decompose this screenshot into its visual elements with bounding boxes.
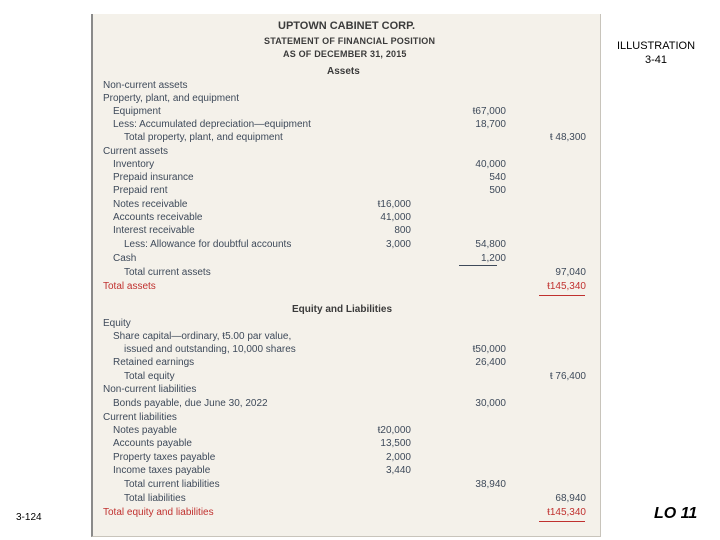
amount-col3: ŧ145,340: [547, 507, 586, 518]
amount-col3: ŧ 76,400: [549, 371, 586, 382]
row-label: Prepaid rent: [113, 185, 168, 196]
company-name: UPTOWN CABINET CORP.: [278, 20, 416, 32]
row-label: Property, plant, and equipment: [103, 93, 240, 104]
amount-col3: ŧ 48,300: [549, 132, 586, 143]
amount-col2: 26,400: [475, 357, 506, 368]
statement-title: STATEMENT OF FINANCIAL POSITION: [264, 36, 436, 46]
amount-col3: 97,040: [555, 267, 586, 278]
amount-col2: 540: [489, 172, 506, 183]
amount-col2: ŧ67,000: [472, 106, 506, 117]
row-label: Share capital—ordinary, ŧ5.00 par value,: [113, 331, 292, 342]
row-label: Total current liabilities: [124, 479, 220, 490]
row-label: Property taxes payable: [113, 452, 216, 463]
row-label: Total current assets: [124, 267, 211, 278]
amount-col1: ŧ16,000: [377, 199, 411, 210]
row-label: Prepaid insurance: [113, 172, 194, 183]
row-label: Current liabilities: [103, 412, 177, 423]
row-label: Inventory: [113, 159, 155, 170]
amount-col2: 18,700: [475, 119, 506, 130]
amount-col2: 40,000: [475, 159, 506, 170]
row-label: Less: Accumulated depreciation—equipment: [113, 119, 311, 130]
amount-col1: 41,000: [380, 212, 411, 223]
amount-col2: 54,800: [475, 239, 506, 250]
amount-col1: 3,440: [385, 465, 411, 476]
amount-col3: 68,940: [555, 493, 586, 504]
row-label: Retained earnings: [113, 357, 195, 368]
row-label: Non-current assets: [103, 80, 188, 91]
amount-col3: ŧ145,340: [547, 281, 586, 292]
row-label: Income taxes payable: [113, 465, 211, 476]
row-label: Notes receivable: [113, 199, 188, 210]
row-label: issued and outstanding, 10,000 shares: [124, 344, 296, 355]
row-label: Equity: [103, 318, 131, 329]
underline-rule: [459, 265, 497, 266]
row-label: Bonds payable, due June 30, 2022: [113, 398, 268, 409]
amount-col1: 13,500: [380, 438, 411, 449]
illustration-label: [608, 39, 704, 67]
row-label: Current assets: [103, 146, 169, 157]
amount-col2: 1,200: [480, 253, 506, 264]
row-label: Equipment: [113, 106, 161, 117]
statement-date: AS OF DECEMBER 31, 2015: [283, 49, 407, 59]
row-label: Total assets: [103, 281, 156, 292]
financial-statement-document: [91, 14, 601, 537]
amount-col1: 800: [394, 225, 411, 236]
equity-liabilities-heading: Equity and Liabilities: [292, 304, 393, 315]
row-label: Total equity: [124, 371, 175, 382]
row-label: Accounts receivable: [113, 212, 203, 223]
row-label: Total property, plant, and equipment: [124, 132, 283, 143]
amount-col2: 500: [489, 185, 506, 196]
amount-col1: 3,000: [385, 239, 411, 250]
row-label: Interest receivable: [113, 225, 195, 236]
amount-col2: ŧ50,000: [472, 344, 506, 355]
row-label: Accounts payable: [113, 438, 192, 449]
learning-objective: LO 11: [654, 505, 698, 522]
assets-heading: Assets: [327, 66, 360, 77]
amount-col1: ŧ20,000: [377, 425, 411, 436]
illustration-line-2: 3-41: [644, 54, 668, 66]
double-underline-rule: [539, 521, 585, 522]
row-label: Notes payable: [113, 425, 177, 436]
row-label: Non-current liabilities: [103, 384, 197, 395]
double-underline-rule: [539, 295, 585, 296]
row-label: Less: Allowance for doubtful accounts: [124, 239, 292, 250]
row-label: Total equity and liabilities: [103, 507, 214, 518]
slide-number: 3-124: [16, 512, 42, 523]
illustration-line-1: ILLUSTRATION: [616, 40, 696, 52]
amount-col1: 2,000: [385, 452, 411, 463]
row-label: Total liabilities: [124, 493, 186, 504]
amount-col2: 30,000: [475, 398, 506, 409]
amount-col2: 38,940: [475, 479, 506, 490]
row-label: Cash: [113, 253, 137, 264]
